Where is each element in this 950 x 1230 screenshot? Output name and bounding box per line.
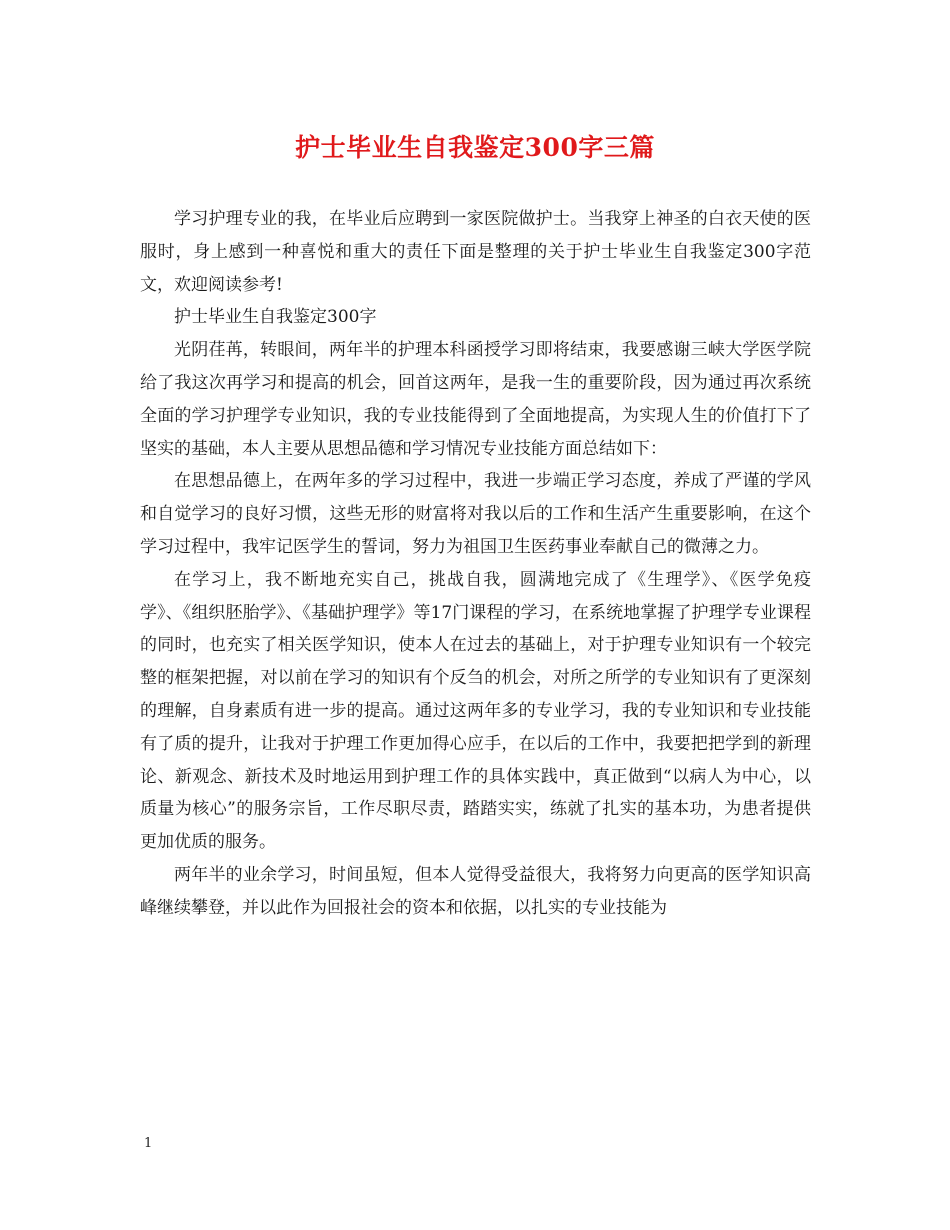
document-title: 护士毕业生自我鉴定300字三篇 (295, 133, 655, 162)
document-body (140, 203, 811, 925)
body-paragraph: 光阴荏苒，转眼间，两年半的护理本科函授学习即将结束，我要感谢三峡大学医学院给了我这次再学习和提高的机会，回首这两年，是我一生的重要阶段，因为通过再次系统全面的学习护理学专业知识，我的专业技能得到了全面地提高，为实现人生的价值打下了坚实的基础，本人主要从思想品德和学习情况专业技能方面总结如下： (140, 340, 811, 459)
page-number: 1 (144, 1136, 153, 1151)
intro-paragraph: 学习护理专业的我，在毕业后应聘到一家医院做护士。当我穿上神圣的白衣天使的医服时，身上感到一种喜悦和重大的责任下面是整理的关于护士毕业生自我鉴定300字范文，欢迎阅读参考! (140, 209, 811, 295)
body-paragraph: 在学习上，我不断地充实自己，挑战自我，圆满地完成了《生理学》、《医学免疫学》、《组织胚胎学》、《基础护理学》等17门课程的学习，在系统地掌握了护理学专业课程的同时，也充实了相关医学知识，使本人在过去的基础上，对于护理专业知识有一个较完整的框架把握，对以前在学习的知识有个反刍的机会，对所之所学的专业知识有了更深刻的理解，自身素质有进一步的提高。通过这两年多的专业学习，我的专业知识和专业技能有了质的提升，让我对于护理工作更加得心应手，在以后的工作中，我要把把学到的新理论、新观念、新技术及时地运用到护理工作的具体实践中，真正做到“以病人为中心，以质量为核心”的服务宗旨，工作尽职尽责，踏踏实实，练就了扎实的基本功，为患者提供更加优质的服务。 (140, 569, 811, 853)
body-paragraph: 两年半的业余学习，时间虽短，但本人觉得受益很大，我将努力向更高的医学知识高峰继续攀登，并以此作为回报社会的资本和依据，以扎实的专业技能为 (140, 864, 811, 918)
body-paragraph: 在思想品德上，在两年多的学习过程中，我进一步端正学习态度，养成了严谨的学风和自觉学习的良好习惯，这些无形的财富将对我以后的工作和生活产生重要影响，在这个学习过程中，我牢记医学生的誓词，努力为祖国卫生医药事业奉献自己的微薄之力。 (140, 471, 811, 557)
section-heading: 护士毕业生自我鉴定300字 (174, 307, 377, 328)
